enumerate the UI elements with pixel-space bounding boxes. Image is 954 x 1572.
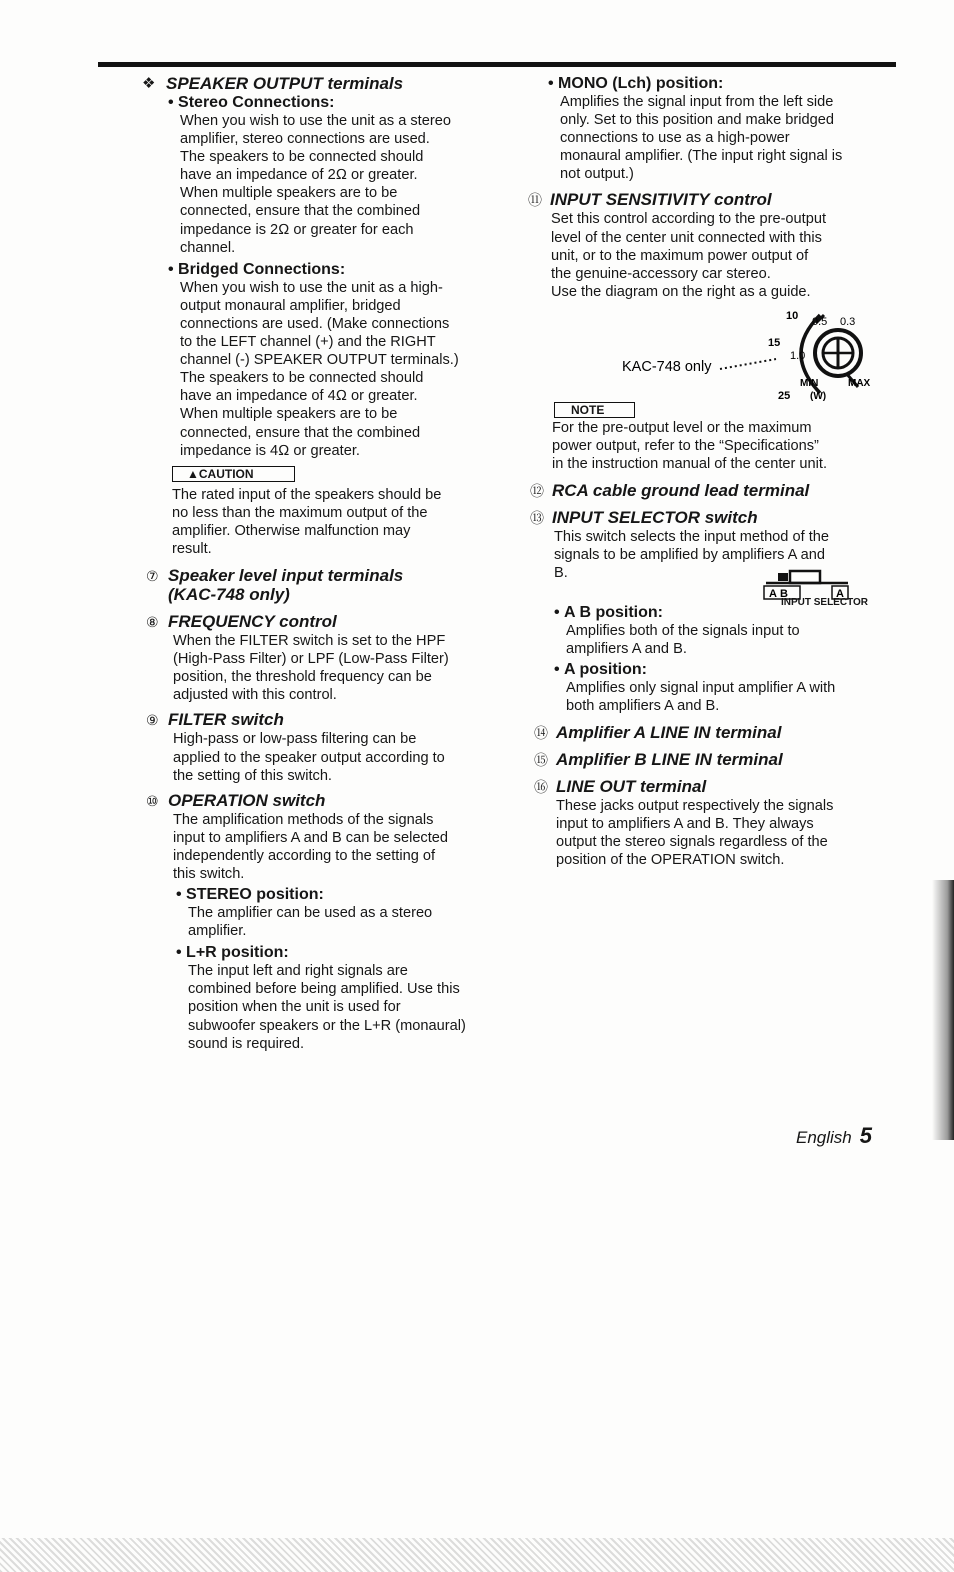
dial-label-10b: 1.0 [790,349,806,362]
stereo-text: When you wish to use the unit as a stereo [180,113,451,129]
input-selector-caption: INPUT SELECTOR [780,596,868,608]
amp-a-line-in-heading: ⑭ Amplifier A LINE IN terminal [534,722,782,742]
dial-label-05: 0.5 [812,315,828,328]
page-number: 5 [859,1123,873,1148]
input-selector-heading: ⑬ INPUT SELECTOR switch [530,508,758,528]
right-column: • MONO (Lch) position: Amplifies the signal input from the left side only. Set to this position and make bridged connections to use as a high-power monaural amplifier. (The input right signal is not output.) ⑪ INPUT SENSITIVITY control Set this control according to the pre-output level of the center unit connected with this unit, or to the maximum power output of the genuine-accessory car stereo. Use the diagram on the right as a guide. 10 0.5 0.3 15 1.0 25 MIN MAX (W) KAC-748 only NOTE For the pre-output level or the maximum power output, refer to the “Specifications” in the instruction manual of the center unit. ⑫ RCA cable ground lead terminal ⑬ INPUT SELECTOR switch This switch selects the input method of the signals to be amplified by amplifiers A and B. AB A INPUT SELECTOR • A B position: Amplifies both of the signals input to amplifiers A and B. • A position: Amplifies only signal input amplifier A with both amplifiers A and B. ⑭ Amplifier A LINE IN terminal ⑮ Amplifier B LINE IN terminal ⑯ LINE OUT terminal These jacks output respectively the signals input to amplifiers A and B. They always output the stereo signals regardless of the position of the OPERATION switch. [520,74,890,869]
selector-label-a: A [836,587,844,600]
dial-label-w: (W) [810,390,827,401]
stereo-position-text: The amplifier can be used as a stereo [188,905,433,922]
lr-position-heading: • L+R position: [176,943,512,962]
note-text: For the pre-output level or the maximum [552,419,812,436]
mono-position-text: Amplifies the signal input from the left side [560,94,834,110]
line-out-text: These jacks output respectively the signals [556,797,834,814]
caution-label: ▲CAUTION [172,466,295,482]
dial-label-min: MIN [800,377,819,389]
left-column: ❖ SPEAKER OUTPUT terminals • Stereo Connections: When you wish to use the unit as a stereo amplifier, stereo connections are used. The speakers to be connected should have an impedance of 2Ω or greater. When multiple speakers are to be connected, ensure that the combined impedance is 2Ω or greater for each channel. • Bridged Connections: When you wish to use the unit as a high- output monaural amplifier, bridged connections are used. (Make connections to the LEFT channel (+) and the RIGHT channel (-) SPEAKER OUTPUT terminals.) The speakers to be connected should have an impedance of 4Ω or greater. When multiple speakers are to be connected, ensure that the combined impedance is 4Ω or greater. ▲CAUTION The rated input of the speakers should be no less than the maximum output of the amplifier. Otherwise malfunction may result. ⑦ Speaker level input terminals (KAC-748 only) ⑧ FREQUENCY control When the FILTER switch is set to the HPF (High-Pass Filter) or LPF (Low-Pass Filter) position, the threshold frequency can be adjusted with this control. ⑨ FILTER switch High-pass or low-pass filtering can be applied to the speaker output according to the setting of this switch. ⑩ OPERATION switch The amplification methods of the signals input to amplifiers A and B can be selected independently according to the setting of this switch. • STEREO position: The amplifier can be used as a stereo amplifier. • L+R position: The input left and right signals are combined before being amplified. Use this position when the unit is used for subwoofer speakers or the L+R (monaural) sound is required. [140,74,512,1053]
mono-position-heading: • MONO (Lch) position: [548,74,890,93]
a-position-heading: • A position: [554,660,890,679]
dial-label-10: 10 [786,309,799,322]
ab-position-text: Amplifies both of the signals input to [566,622,800,639]
operation-text: The amplification methods of the signals [173,811,434,828]
input-sensitivity-heading: ⑪ INPUT SENSITIVITY control [528,190,772,210]
input-selector-text: This switch selects the input method of the [554,529,829,546]
ab-position-heading: • A B position: [554,603,890,622]
dial-label-max: MAX [848,377,871,389]
dial-model-label: KAC-748 only [622,358,712,375]
diamond-icon: ❖ [142,75,156,92]
selector-label-ab: AB [769,587,791,600]
top-rule [98,62,896,67]
dial-label-25: 25 [778,389,791,401]
bridged-connections-heading: • Bridged Connections: [168,260,512,279]
note-label: NOTE [554,402,635,418]
dial-label-03: 0.3 [840,315,856,328]
bridged-text: When you wish to use the unit as a high- [180,279,443,296]
speaker-output-heading: ❖ SPEAKER OUTPUT terminals [142,74,404,93]
amp-b-line-in-heading: ⑮ Amplifier B LINE IN terminal [534,749,783,769]
footer-language: English [796,1128,852,1147]
line-out-heading: ⑯ LINE OUT terminal [534,776,707,796]
stereo-position-heading: • STEREO position: [176,885,512,904]
operation-switch-heading: ⑩ OPERATION switch [146,790,326,810]
filter-text: High-pass or low-pass filtering can be [173,731,417,748]
lr-position-text: The input left and right signals are [188,963,408,980]
scan-bottom-noise [0,1538,954,1572]
sensitivity-dial-icon [520,301,890,401]
frequency-control-heading: ⑧ FREQUENCY control [146,612,337,632]
rca-ground-heading: ⑫ RCA cable ground lead terminal [530,481,810,501]
frequency-text: When the FILTER switch is set to the HPF [173,633,446,650]
dial-label-15: 15 [768,336,781,349]
caution-text: The rated input of the speakers should be [172,486,442,503]
a-position-text: Amplifies only signal input amplifier A with [566,679,836,696]
stereo-connections-heading: • Stereo Connections: [168,93,512,112]
scan-edge-shadow [932,880,954,1140]
filter-switch-heading: ⑨ FILTER switch [146,710,284,730]
page-footer [796,1123,872,1149]
speaker-level-heading: ⑦ Speaker level input terminals (KAC-748 only) [146,566,404,605]
sensitivity-dial-diagram [520,301,890,401]
input-sensitivity-text: Set this control according to the pre-output [551,211,827,228]
